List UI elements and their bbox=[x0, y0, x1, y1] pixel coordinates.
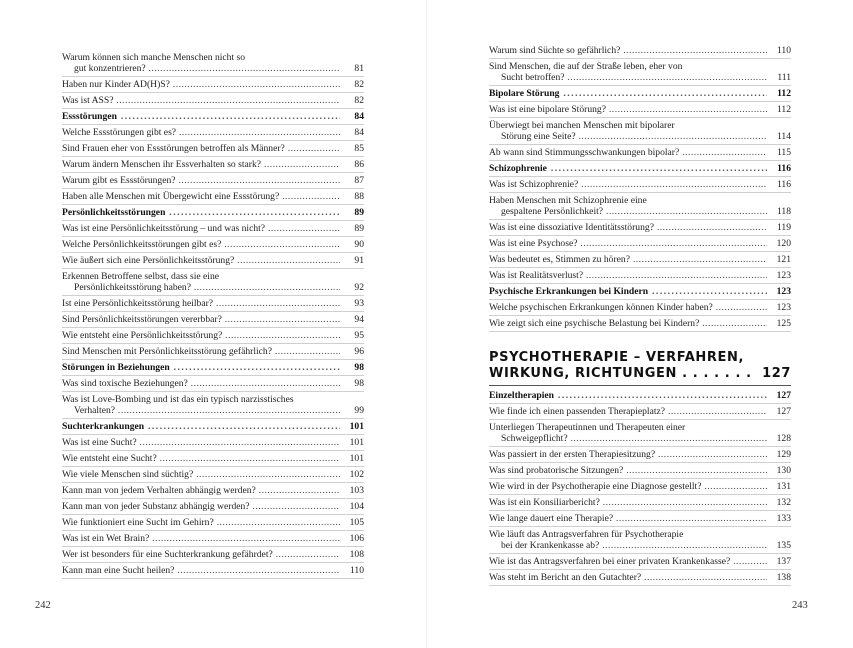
toc-entry-page: 129 bbox=[776, 449, 791, 460]
chapter-title-row2 bbox=[489, 366, 791, 382]
toc-entry-page: 89 bbox=[354, 207, 364, 218]
toc-entry-page: 84 bbox=[354, 127, 364, 138]
toc-entry-page: 92 bbox=[354, 282, 364, 293]
toc-entry-page: 91 bbox=[354, 255, 364, 266]
toc-entry-title: Störungen in Beziehungen ..... bbox=[62, 362, 340, 373]
toc-entry-title: Was ist Realitätsverlust? ..... bbox=[489, 270, 767, 281]
toc-entry-title: Schizophrenie ..... bbox=[489, 163, 767, 174]
toc-entry-page: 127 bbox=[776, 390, 791, 401]
toc-list-right bbox=[489, 43, 791, 586]
toc-entry-title bbox=[489, 195, 767, 217]
toc-entry-title: Was ist ASS? ..... bbox=[62, 95, 340, 106]
toc-entry-title: Wie wird in der Psychotherapie eine Diagnose gestellt? ..... bbox=[489, 481, 767, 492]
toc-entry-title-line2: Schweigepflicht? ..... bbox=[489, 433, 767, 444]
toc-entry bbox=[62, 392, 364, 419]
toc-entry-title: Was bedeutet es, Stimmen zu hören? ..... bbox=[489, 254, 767, 265]
toc-entry bbox=[62, 237, 364, 253]
toc-group-after-chapter bbox=[489, 388, 791, 586]
toc-entry bbox=[489, 316, 791, 332]
toc-entry-page: 111 bbox=[777, 72, 791, 83]
toc-entry-page: 119 bbox=[776, 222, 791, 233]
toc-entry-page: 108 bbox=[349, 549, 364, 560]
toc-entry-title-line2: Persönlichkeitsstörung haben? ..... bbox=[62, 282, 340, 293]
toc-entry bbox=[489, 236, 791, 252]
toc-entry bbox=[62, 344, 364, 360]
toc-entry-title: Was ist eine Sucht? ..... bbox=[62, 437, 340, 448]
toc-entry-page: 110 bbox=[349, 565, 364, 576]
toc-entry bbox=[489, 252, 791, 268]
toc-entry-title: Was ist eine dissoziative Identitätsstörung? ..... bbox=[489, 222, 767, 233]
toc-entry-title: Persönlichkeitsstörungen ..... bbox=[62, 207, 340, 218]
toc-entry bbox=[489, 102, 791, 118]
toc-entry bbox=[489, 177, 791, 193]
toc-entry-page: 90 bbox=[354, 239, 364, 250]
toc-entry bbox=[62, 157, 364, 173]
toc-entry bbox=[62, 483, 364, 499]
toc-entry-page: 110 bbox=[776, 45, 791, 56]
toc-entry-page: 128 bbox=[776, 433, 791, 444]
toc-entry-title bbox=[489, 120, 767, 142]
toc-section-heading bbox=[62, 109, 364, 125]
toc-entry bbox=[489, 447, 791, 463]
toc-entry-title bbox=[62, 394, 340, 416]
toc-section-heading bbox=[489, 161, 791, 177]
toc-entry-page: 94 bbox=[354, 314, 364, 325]
toc-entry-title-line1: Unterliegen Therapeutinnen und Therapeuten einer bbox=[489, 422, 686, 433]
toc-entry-title: Welche Essstörungen gibt es? ..... bbox=[62, 127, 340, 138]
toc-entry-page: 82 bbox=[354, 95, 364, 106]
toc-entry-page: 96 bbox=[354, 346, 364, 357]
toc-entry-page: 84 bbox=[354, 111, 364, 122]
toc-entry bbox=[489, 145, 791, 161]
toc-entry-title bbox=[489, 529, 767, 551]
toc-entry bbox=[489, 59, 791, 86]
toc-entry bbox=[62, 93, 364, 109]
toc-entry-page: 101 bbox=[349, 437, 364, 448]
toc-entry bbox=[62, 531, 364, 547]
right-page bbox=[427, 0, 853, 648]
toc-entry-title-line1: Sind Menschen, die auf der Straße leben, eher von bbox=[489, 61, 683, 72]
toc-entry-title-line1: Wie läuft das Antragsverfahren für Psychotherapie bbox=[489, 529, 684, 540]
toc-entry bbox=[489, 527, 791, 554]
toc-entry-page: 82 bbox=[354, 79, 364, 90]
toc-entry-title-line2: bei der Krankenkasse ab? ..... bbox=[489, 540, 767, 551]
toc-entry-title: Welche Persönlichkeitsstörungen gibt es? ..... bbox=[62, 239, 340, 250]
toc-entry-page: 106 bbox=[349, 533, 364, 544]
toc-entry bbox=[62, 451, 364, 467]
toc-entry-title: Ist eine Persönlichkeitsstörung heilbar? ..... bbox=[62, 298, 340, 309]
toc-entry-page: 98 bbox=[354, 378, 364, 389]
toc-entry-title: Was sind toxische Beziehungen? ..... bbox=[62, 378, 340, 389]
toc-entry bbox=[62, 189, 364, 205]
toc-entry-title: Was ist Schizophrenie? ..... bbox=[489, 179, 767, 190]
toc-entry-title: Haben alle Menschen mit Übergewicht eine Essstörung? ..... bbox=[62, 191, 340, 202]
toc-entry-title: Wie zeigt sich eine psychische Belastung bei Kindern? ..... bbox=[489, 318, 767, 329]
toc-entry bbox=[489, 193, 791, 220]
toc-entry-title: Ab wann sind Stimmungsschwankungen bipolar? ..... bbox=[489, 147, 767, 158]
toc-entry bbox=[62, 328, 364, 344]
toc-entry-title-line2: Sucht betroffen? ..... bbox=[489, 72, 767, 83]
toc-entry-page: 125 bbox=[776, 318, 791, 329]
toc-entry-title: Was sind probatorische Sitzungen? ..... bbox=[489, 465, 767, 476]
toc-entry bbox=[62, 253, 364, 269]
toc-entry-page: 116 bbox=[776, 179, 791, 190]
toc-entry-page: 101 bbox=[349, 421, 364, 432]
toc-entry bbox=[62, 125, 364, 141]
toc-entry bbox=[62, 141, 364, 157]
toc-entry-title: Was ist eine bipolare Störung? ..... bbox=[489, 104, 767, 115]
toc-section-heading bbox=[489, 388, 791, 404]
toc-entry-page: 104 bbox=[349, 501, 364, 512]
toc-entry-page: 89 bbox=[354, 223, 364, 234]
chapter-title-line2: WIRKUNG, RICHTUNGEN . . . bbox=[489, 366, 756, 382]
toc-entry-page: 99 bbox=[354, 405, 364, 416]
toc-entry bbox=[62, 50, 364, 77]
toc-section-heading bbox=[62, 360, 364, 376]
toc-entry bbox=[62, 376, 364, 392]
toc-entry-title: Sind Persönlichkeitsstörungen vererbbar? ..... bbox=[62, 314, 340, 325]
toc-entry-title-line1: Überwiegt bei manchen Menschen mit bipolarer bbox=[489, 120, 675, 131]
toc-entry bbox=[62, 221, 364, 237]
toc-entry-page: 115 bbox=[776, 147, 791, 158]
toc-entry-title-line2: Verhalten? ..... bbox=[62, 405, 340, 416]
toc-entry bbox=[489, 495, 791, 511]
toc-entry-page: 121 bbox=[776, 254, 791, 265]
toc-entry-page: 88 bbox=[354, 191, 364, 202]
toc-entry bbox=[489, 420, 791, 447]
toc-entry-page: 120 bbox=[776, 238, 791, 249]
toc-entry-page: 133 bbox=[776, 513, 791, 524]
toc-entry bbox=[62, 435, 364, 451]
toc-entry-page: 131 bbox=[776, 481, 791, 492]
toc-entry bbox=[62, 312, 364, 328]
toc-entry bbox=[62, 269, 364, 296]
toc-entry-title: Einzeltherapien ..... bbox=[489, 390, 767, 401]
toc-entry-title: Was ist eine Persönlichkeitsstörung – und was nicht? ..... bbox=[62, 223, 340, 234]
toc-entry-page: 86 bbox=[354, 159, 364, 170]
toc-entry-title: Was ist eine Psychose? ..... bbox=[489, 238, 767, 249]
toc-entry bbox=[489, 463, 791, 479]
toc-entry-page: 123 bbox=[776, 302, 791, 313]
toc-entry-title: Kann man von jedem Verhalten abhängig werden? ..... bbox=[62, 485, 340, 496]
toc-entry-title: Wie finde ich einen passenden Therapieplatz? ..... bbox=[489, 406, 767, 417]
toc-entry-title: Psychische Erkrankungen bei Kindern ..... bbox=[489, 286, 767, 297]
toc-entry-page: 101 bbox=[349, 453, 364, 464]
toc-entry-title: Wie entsteht eine Persönlichkeitsstörung? ..... bbox=[62, 330, 340, 341]
toc-entry-page: 130 bbox=[776, 465, 791, 476]
toc-entry bbox=[62, 515, 364, 531]
toc-entry-title: Wie ist das Antragsverfahren bei einer privaten Krankenkasse? ..... bbox=[489, 556, 767, 567]
toc-entry bbox=[62, 296, 364, 312]
toc-entry-page: 137 bbox=[776, 556, 791, 567]
toc-entry bbox=[489, 300, 791, 316]
page-number-right: 243 bbox=[792, 600, 808, 611]
toc-entry bbox=[62, 563, 364, 579]
toc-entry-title-line1: Was ist Love-Bombing und ist das ein typisch narzisstisches bbox=[62, 394, 294, 405]
toc-entry-page: 81 bbox=[354, 63, 364, 74]
toc-entry-page: 95 bbox=[354, 330, 364, 341]
chapter-title-line1: PSYCHOTHERAPIE – VERFAHREN, bbox=[489, 350, 744, 365]
toc-entry-title: Essstörungen ..... bbox=[62, 111, 340, 122]
toc-entry bbox=[489, 570, 791, 586]
toc-entry-title-line2: Störung eine Seite? ..... bbox=[489, 131, 767, 142]
toc-entry-page: 123 bbox=[776, 270, 791, 281]
toc-entry-page: 135 bbox=[776, 540, 791, 551]
toc-entry-title: Warum sind Süchte so gefährlich? ..... bbox=[489, 45, 767, 56]
toc-entry-title: Sind Menschen mit Persönlichkeitsstörung gefährlich? ..... bbox=[62, 346, 340, 357]
toc-entry-page: 103 bbox=[349, 485, 364, 496]
toc-entry-title: Warum ändern Menschen ihr Essverhalten so stark? ..... bbox=[62, 159, 340, 170]
toc-entry bbox=[489, 220, 791, 236]
toc-entry-page: 112 bbox=[776, 104, 791, 115]
toc-entry-page: 123 bbox=[776, 286, 791, 297]
toc-entry-page: 98 bbox=[354, 362, 364, 373]
toc-entry bbox=[489, 479, 791, 495]
toc-entry-title bbox=[489, 61, 767, 83]
toc-entry-title: Welche psychischen Erkrankungen können Kinder haben? ..... bbox=[489, 302, 767, 313]
toc-entry bbox=[489, 511, 791, 527]
toc-entry-page: 118 bbox=[776, 206, 791, 217]
toc-entry bbox=[489, 118, 791, 145]
toc-entry-title: Bipolare Störung ..... bbox=[489, 88, 767, 99]
toc-entry-title: Wer ist besonders für eine Suchterkrankung gefährdet? ..... bbox=[62, 549, 340, 560]
toc-entry-page: 105 bbox=[349, 517, 364, 528]
toc-entry-title-line2: gespaltene Persönlichkeit? ..... bbox=[489, 206, 767, 217]
toc-entry-title-line1: Warum können sich manche Menschen nicht so bbox=[62, 52, 246, 63]
toc-entry-page: 85 bbox=[354, 143, 364, 154]
toc-entry bbox=[62, 173, 364, 189]
toc-entry-title-line1: Haben Menschen mit Schizophrenie eine bbox=[489, 195, 647, 206]
toc-entry-title: Wie viele Menschen sind süchtig? ..... bbox=[62, 469, 340, 480]
toc-entry-title-line2: gut konzentrieren? ..... bbox=[62, 63, 340, 74]
toc-entry-page: 132 bbox=[776, 497, 791, 508]
toc-entry-page: 102 bbox=[349, 469, 364, 480]
toc-entry-title: Was ist ein Wet Brain? ..... bbox=[62, 533, 340, 544]
toc-entry-page: 112 bbox=[777, 88, 791, 99]
toc-entry-title-line1: Erkennen Betroffene selbst, dass sie eine bbox=[62, 271, 220, 282]
toc-list-left bbox=[62, 50, 364, 579]
toc-entry bbox=[62, 467, 364, 483]
toc-section-heading bbox=[62, 419, 364, 435]
toc-entry-title: Sind Frauen eher von Essstörungen betroffen als Männer? ..... bbox=[62, 143, 340, 154]
toc-entry-title: Was passiert in der ersten Therapiesitzung? ..... bbox=[489, 449, 767, 460]
toc-group-before-chapter bbox=[489, 43, 791, 332]
toc-entry-title: Haben nur Kinder AD(H)S? ..... bbox=[62, 79, 340, 90]
toc-entry-title: Wie entsteht eine Sucht? ..... bbox=[62, 453, 340, 464]
toc-entry bbox=[489, 268, 791, 284]
toc-entry-page: 93 bbox=[354, 298, 364, 309]
toc-entry-page: 116 bbox=[777, 163, 791, 174]
toc-entry-title bbox=[62, 271, 340, 293]
toc-entry bbox=[62, 547, 364, 563]
toc-entry bbox=[489, 43, 791, 59]
toc-entry-page: 87 bbox=[354, 175, 364, 186]
toc-entry-title bbox=[489, 422, 767, 444]
page-number-left: 242 bbox=[35, 600, 51, 611]
toc-entry-page: 114 bbox=[776, 131, 791, 142]
toc-entry-page: 138 bbox=[776, 572, 791, 583]
chapter-heading bbox=[489, 350, 791, 386]
toc-entry-title: Kann man von jeder Substanz abhängig werden? ..... bbox=[62, 501, 340, 512]
toc-entry-title: Was steht im Bericht an den Gutachter? ..... bbox=[489, 572, 767, 583]
toc-entry bbox=[62, 499, 364, 515]
toc-entry bbox=[489, 404, 791, 420]
toc-section-heading bbox=[489, 86, 791, 102]
toc-entry-title: Was ist ein Konsiliarbericht? ..... bbox=[489, 497, 767, 508]
toc-entry bbox=[489, 554, 791, 570]
toc-entry-title: Suchterkrankungen ..... bbox=[62, 421, 340, 432]
toc-entry bbox=[62, 77, 364, 93]
toc-entry-title: Warum gibt es Essstörungen? ..... bbox=[62, 175, 340, 186]
toc-entry-title: Wie äußert sich eine Persönlichkeitsstörung? ..... bbox=[62, 255, 340, 266]
toc-entry-title: Wie funktioniert eine Sucht im Gehirn? ..... bbox=[62, 517, 340, 528]
toc-entry-title: Kann man eine Sucht heilen? ..... bbox=[62, 565, 340, 576]
toc-section-heading bbox=[62, 205, 364, 221]
toc-section-heading bbox=[489, 284, 791, 300]
toc-entry-title: Wie lange dauert eine Therapie? ..... bbox=[489, 513, 767, 524]
chapter-page-number: 127 bbox=[762, 366, 791, 381]
toc-entry-page: 127 bbox=[776, 406, 791, 417]
left-page bbox=[0, 0, 426, 648]
toc-entry-title bbox=[62, 52, 340, 74]
